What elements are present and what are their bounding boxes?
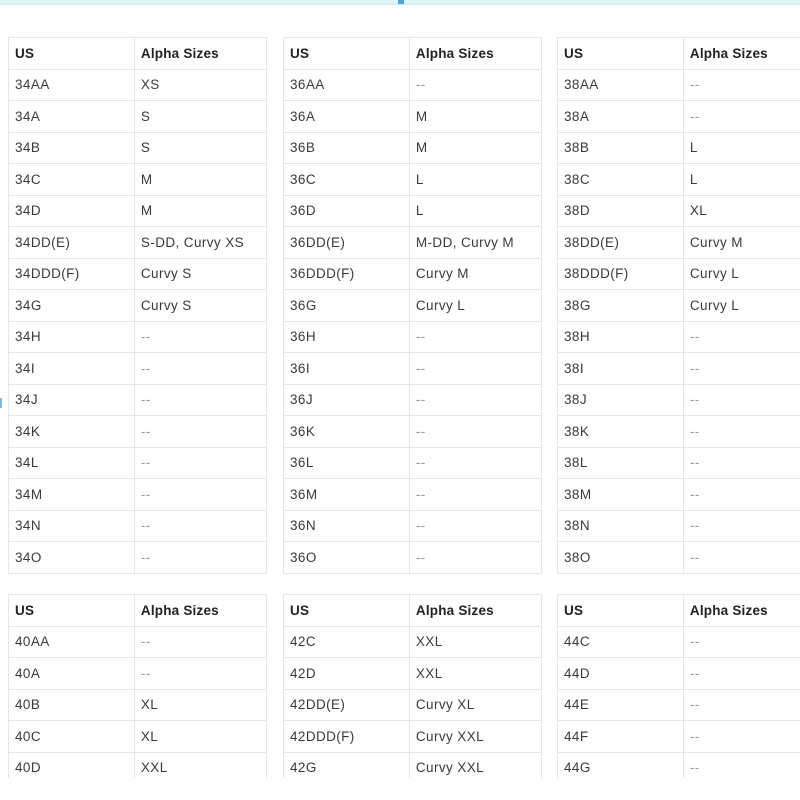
table-row <box>9 447 267 479</box>
us-size-cell: 40C <box>9 721 135 753</box>
table-row <box>558 542 800 574</box>
us-size-cell: 36L <box>284 447 410 479</box>
us-size-cell: 36D <box>284 195 410 227</box>
table-row <box>9 258 267 290</box>
table-row <box>9 290 267 322</box>
us-size-cell: 38K <box>558 416 684 448</box>
us-size-cell: 38AA <box>558 69 684 101</box>
size-table-38 <box>557 37 800 574</box>
us-size-cell: 38DD(E) <box>558 227 684 259</box>
us-size-cell: 34M <box>9 479 135 511</box>
us-size-cell: 34AA <box>9 69 135 101</box>
alpha-size-cell: M <box>134 195 266 227</box>
table-row <box>9 132 267 164</box>
alpha-size-cell: XL <box>683 195 800 227</box>
us-size-cell: 38G <box>558 290 684 322</box>
table-row <box>284 542 542 574</box>
header-alpha-sizes: Alpha Sizes <box>134 38 266 70</box>
table-row <box>558 227 800 259</box>
header-us: US <box>9 38 135 70</box>
alpha-size-cell: -- <box>134 479 266 511</box>
alpha-size-cell: -- <box>134 626 266 658</box>
table-row <box>284 69 542 101</box>
alpha-size-cell: -- <box>409 353 541 385</box>
us-size-cell: 34D <box>9 195 135 227</box>
alpha-size-cell: XS <box>134 69 266 101</box>
alpha-size-cell: Curvy XXL <box>409 752 541 784</box>
alpha-size-cell: S <box>134 132 266 164</box>
us-size-cell: 40D <box>9 752 135 784</box>
alpha-size-cell: L <box>409 195 541 227</box>
table-row <box>284 132 542 164</box>
alpha-size-cell: -- <box>683 658 800 690</box>
us-size-cell: 38A <box>558 101 684 133</box>
alpha-size-cell: -- <box>134 510 266 542</box>
alpha-size-cell: -- <box>409 542 541 574</box>
alpha-size-cell: S <box>134 101 266 133</box>
alpha-size-cell: -- <box>409 321 541 353</box>
table-row <box>284 689 542 721</box>
table-header-row <box>558 595 800 627</box>
table-row <box>558 447 800 479</box>
us-size-cell: 44E <box>558 689 684 721</box>
table-row <box>9 101 267 133</box>
table-header-row <box>9 595 267 627</box>
alpha-size-cell: Curvy M <box>409 258 541 290</box>
header-alpha-sizes: Alpha Sizes <box>409 38 541 70</box>
us-size-cell: 38N <box>558 510 684 542</box>
us-size-cell: 34L <box>9 447 135 479</box>
us-size-cell: 36I <box>284 353 410 385</box>
alpha-size-cell: -- <box>683 626 800 658</box>
us-size-cell: 34B <box>9 132 135 164</box>
us-size-cell: 34K <box>9 416 135 448</box>
alpha-size-cell: -- <box>409 384 541 416</box>
header-alpha-sizes: Alpha Sizes <box>134 595 266 627</box>
alpha-size-cell: -- <box>409 447 541 479</box>
us-size-cell: 34H <box>9 321 135 353</box>
header-us: US <box>284 595 410 627</box>
table-row <box>9 321 267 353</box>
us-size-cell: 36N <box>284 510 410 542</box>
table-header-row <box>284 38 542 70</box>
us-size-cell: 44G <box>558 752 684 784</box>
table-row <box>558 69 800 101</box>
alpha-size-cell: Curvy L <box>409 290 541 322</box>
size-table-34 <box>8 37 267 574</box>
alpha-size-cell: L <box>683 132 800 164</box>
alpha-size-cell: -- <box>683 447 800 479</box>
table-row <box>284 510 542 542</box>
table-row <box>9 164 267 196</box>
us-size-cell: 36C <box>284 164 410 196</box>
alpha-size-cell: XL <box>134 689 266 721</box>
us-size-cell: 40B <box>9 689 135 721</box>
us-size-cell: 36K <box>284 416 410 448</box>
table-row <box>558 353 800 385</box>
alpha-size-cell: -- <box>409 479 541 511</box>
us-size-cell: 34N <box>9 510 135 542</box>
table-row <box>558 721 800 753</box>
alpha-size-cell: -- <box>683 353 800 385</box>
us-size-cell: 42G <box>284 752 410 784</box>
table-row <box>284 227 542 259</box>
table-row <box>284 447 542 479</box>
alpha-size-cell: -- <box>683 721 800 753</box>
table-row <box>9 542 267 574</box>
alpha-size-cell: -- <box>683 510 800 542</box>
us-size-cell: 36M <box>284 479 410 511</box>
header-us: US <box>558 595 684 627</box>
header-alpha-sizes: Alpha Sizes <box>683 38 800 70</box>
table-row <box>558 689 800 721</box>
size-table-44 <box>557 594 800 784</box>
us-size-cell: 38DDD(F) <box>558 258 684 290</box>
alpha-size-cell: -- <box>134 353 266 385</box>
us-size-cell: 34I <box>9 353 135 385</box>
us-size-cell: 36H <box>284 321 410 353</box>
alpha-size-cell: XXL <box>409 626 541 658</box>
table-row <box>284 416 542 448</box>
alpha-size-cell: -- <box>683 321 800 353</box>
alpha-size-cell: XXL <box>409 658 541 690</box>
us-size-cell: 38L <box>558 447 684 479</box>
table-row <box>558 416 800 448</box>
us-size-cell: 42DD(E) <box>284 689 410 721</box>
us-size-cell: 36O <box>284 542 410 574</box>
table-row <box>9 384 267 416</box>
alpha-size-cell: Curvy S <box>134 258 266 290</box>
table-row <box>558 658 800 690</box>
us-size-cell: 42DDD(F) <box>284 721 410 753</box>
table-row <box>284 658 542 690</box>
table-row <box>558 195 800 227</box>
alpha-size-cell: Curvy S <box>134 290 266 322</box>
us-size-cell: 42C <box>284 626 410 658</box>
alpha-size-cell: -- <box>134 447 266 479</box>
alpha-size-cell: M <box>409 101 541 133</box>
us-size-cell: 44F <box>558 721 684 753</box>
header-alpha-sizes: Alpha Sizes <box>409 595 541 627</box>
us-size-cell: 36J <box>284 384 410 416</box>
alpha-size-cell: -- <box>683 384 800 416</box>
table-row <box>558 384 800 416</box>
page-bottom-cutoff <box>0 778 800 800</box>
table-row <box>9 227 267 259</box>
table-row <box>284 384 542 416</box>
table-row <box>284 321 542 353</box>
alpha-size-cell: -- <box>683 69 800 101</box>
us-size-cell: 38J <box>558 384 684 416</box>
us-size-cell: 38I <box>558 353 684 385</box>
us-size-cell: 38B <box>558 132 684 164</box>
table-row <box>558 626 800 658</box>
table-row <box>284 258 542 290</box>
alpha-size-cell: -- <box>683 416 800 448</box>
table-row <box>558 101 800 133</box>
alpha-size-cell: M <box>409 132 541 164</box>
table-row <box>284 290 542 322</box>
alpha-size-cell: Curvy XXL <box>409 721 541 753</box>
alpha-size-cell: -- <box>134 416 266 448</box>
us-size-cell: 36G <box>284 290 410 322</box>
table-row <box>558 258 800 290</box>
us-size-cell: 38M <box>558 479 684 511</box>
alpha-size-cell: L <box>683 164 800 196</box>
table-row <box>284 721 542 753</box>
us-size-cell: 34A <box>9 101 135 133</box>
header-alpha-sizes: Alpha Sizes <box>683 595 800 627</box>
table-header-row <box>284 595 542 627</box>
us-size-cell: 42D <box>284 658 410 690</box>
table-row <box>284 164 542 196</box>
us-size-cell: 36DD(E) <box>284 227 410 259</box>
table-row <box>9 69 267 101</box>
alpha-size-cell: Curvy XL <box>409 689 541 721</box>
us-size-cell: 44D <box>558 658 684 690</box>
table-row <box>558 479 800 511</box>
table-row <box>284 479 542 511</box>
table-row <box>284 195 542 227</box>
us-size-cell: 44C <box>558 626 684 658</box>
us-size-cell: 34G <box>9 290 135 322</box>
table-header-row <box>9 38 267 70</box>
us-size-cell: 36AA <box>284 69 410 101</box>
table-row <box>284 626 542 658</box>
alpha-size-cell: -- <box>134 658 266 690</box>
table-header-row <box>558 38 800 70</box>
table-row <box>9 195 267 227</box>
alpha-size-cell: -- <box>683 689 800 721</box>
us-size-cell: 38H <box>558 321 684 353</box>
alpha-size-cell: -- <box>683 479 800 511</box>
alpha-size-cell: Curvy L <box>683 258 800 290</box>
us-size-cell: 36A <box>284 101 410 133</box>
us-size-cell: 40AA <box>9 626 135 658</box>
alpha-size-cell: XL <box>134 721 266 753</box>
alpha-size-cell: -- <box>683 752 800 784</box>
table-row <box>9 416 267 448</box>
alpha-size-cell: M-DD, Curvy M <box>409 227 541 259</box>
table-row <box>284 353 542 385</box>
size-table-36 <box>283 37 542 574</box>
table-row <box>558 164 800 196</box>
alpha-size-cell: -- <box>409 510 541 542</box>
us-size-cell: 36DDD(F) <box>284 258 410 290</box>
alpha-size-cell: Curvy M <box>683 227 800 259</box>
table-row <box>284 101 542 133</box>
alpha-size-cell: -- <box>683 542 800 574</box>
alpha-size-cell: -- <box>409 416 541 448</box>
side-scroll-marker <box>0 398 2 408</box>
table-row <box>558 510 800 542</box>
table-row <box>9 353 267 385</box>
us-size-cell: 34DDD(F) <box>9 258 135 290</box>
size-table-40 <box>8 594 267 784</box>
top-position-marker <box>398 0 404 4</box>
header-us: US <box>284 38 410 70</box>
header-us: US <box>558 38 684 70</box>
table-row <box>9 689 267 721</box>
alpha-size-cell: S-DD, Curvy XS <box>134 227 266 259</box>
alpha-size-cell: -- <box>134 542 266 574</box>
alpha-size-cell: -- <box>134 384 266 416</box>
us-size-cell: 40A <box>9 658 135 690</box>
table-row <box>558 132 800 164</box>
alpha-size-cell: -- <box>134 321 266 353</box>
alpha-size-cell: -- <box>683 101 800 133</box>
table-row <box>9 479 267 511</box>
alpha-size-cell: L <box>409 164 541 196</box>
alpha-size-cell: XXL <box>134 752 266 784</box>
us-size-cell: 34DD(E) <box>9 227 135 259</box>
alpha-size-cell: M <box>134 164 266 196</box>
alpha-size-cell: Curvy L <box>683 290 800 322</box>
us-size-cell: 38D <box>558 195 684 227</box>
table-row <box>9 626 267 658</box>
us-size-cell: 38C <box>558 164 684 196</box>
us-size-cell: 34C <box>9 164 135 196</box>
table-row <box>9 658 267 690</box>
us-size-cell: 34O <box>9 542 135 574</box>
size-table-42 <box>283 594 542 784</box>
table-row <box>9 510 267 542</box>
table-row <box>9 721 267 753</box>
header-us: US <box>9 595 135 627</box>
alpha-size-cell: -- <box>409 69 541 101</box>
us-size-cell: 38O <box>558 542 684 574</box>
table-row <box>558 290 800 322</box>
us-size-cell: 36B <box>284 132 410 164</box>
table-row <box>558 321 800 353</box>
us-size-cell: 34J <box>9 384 135 416</box>
